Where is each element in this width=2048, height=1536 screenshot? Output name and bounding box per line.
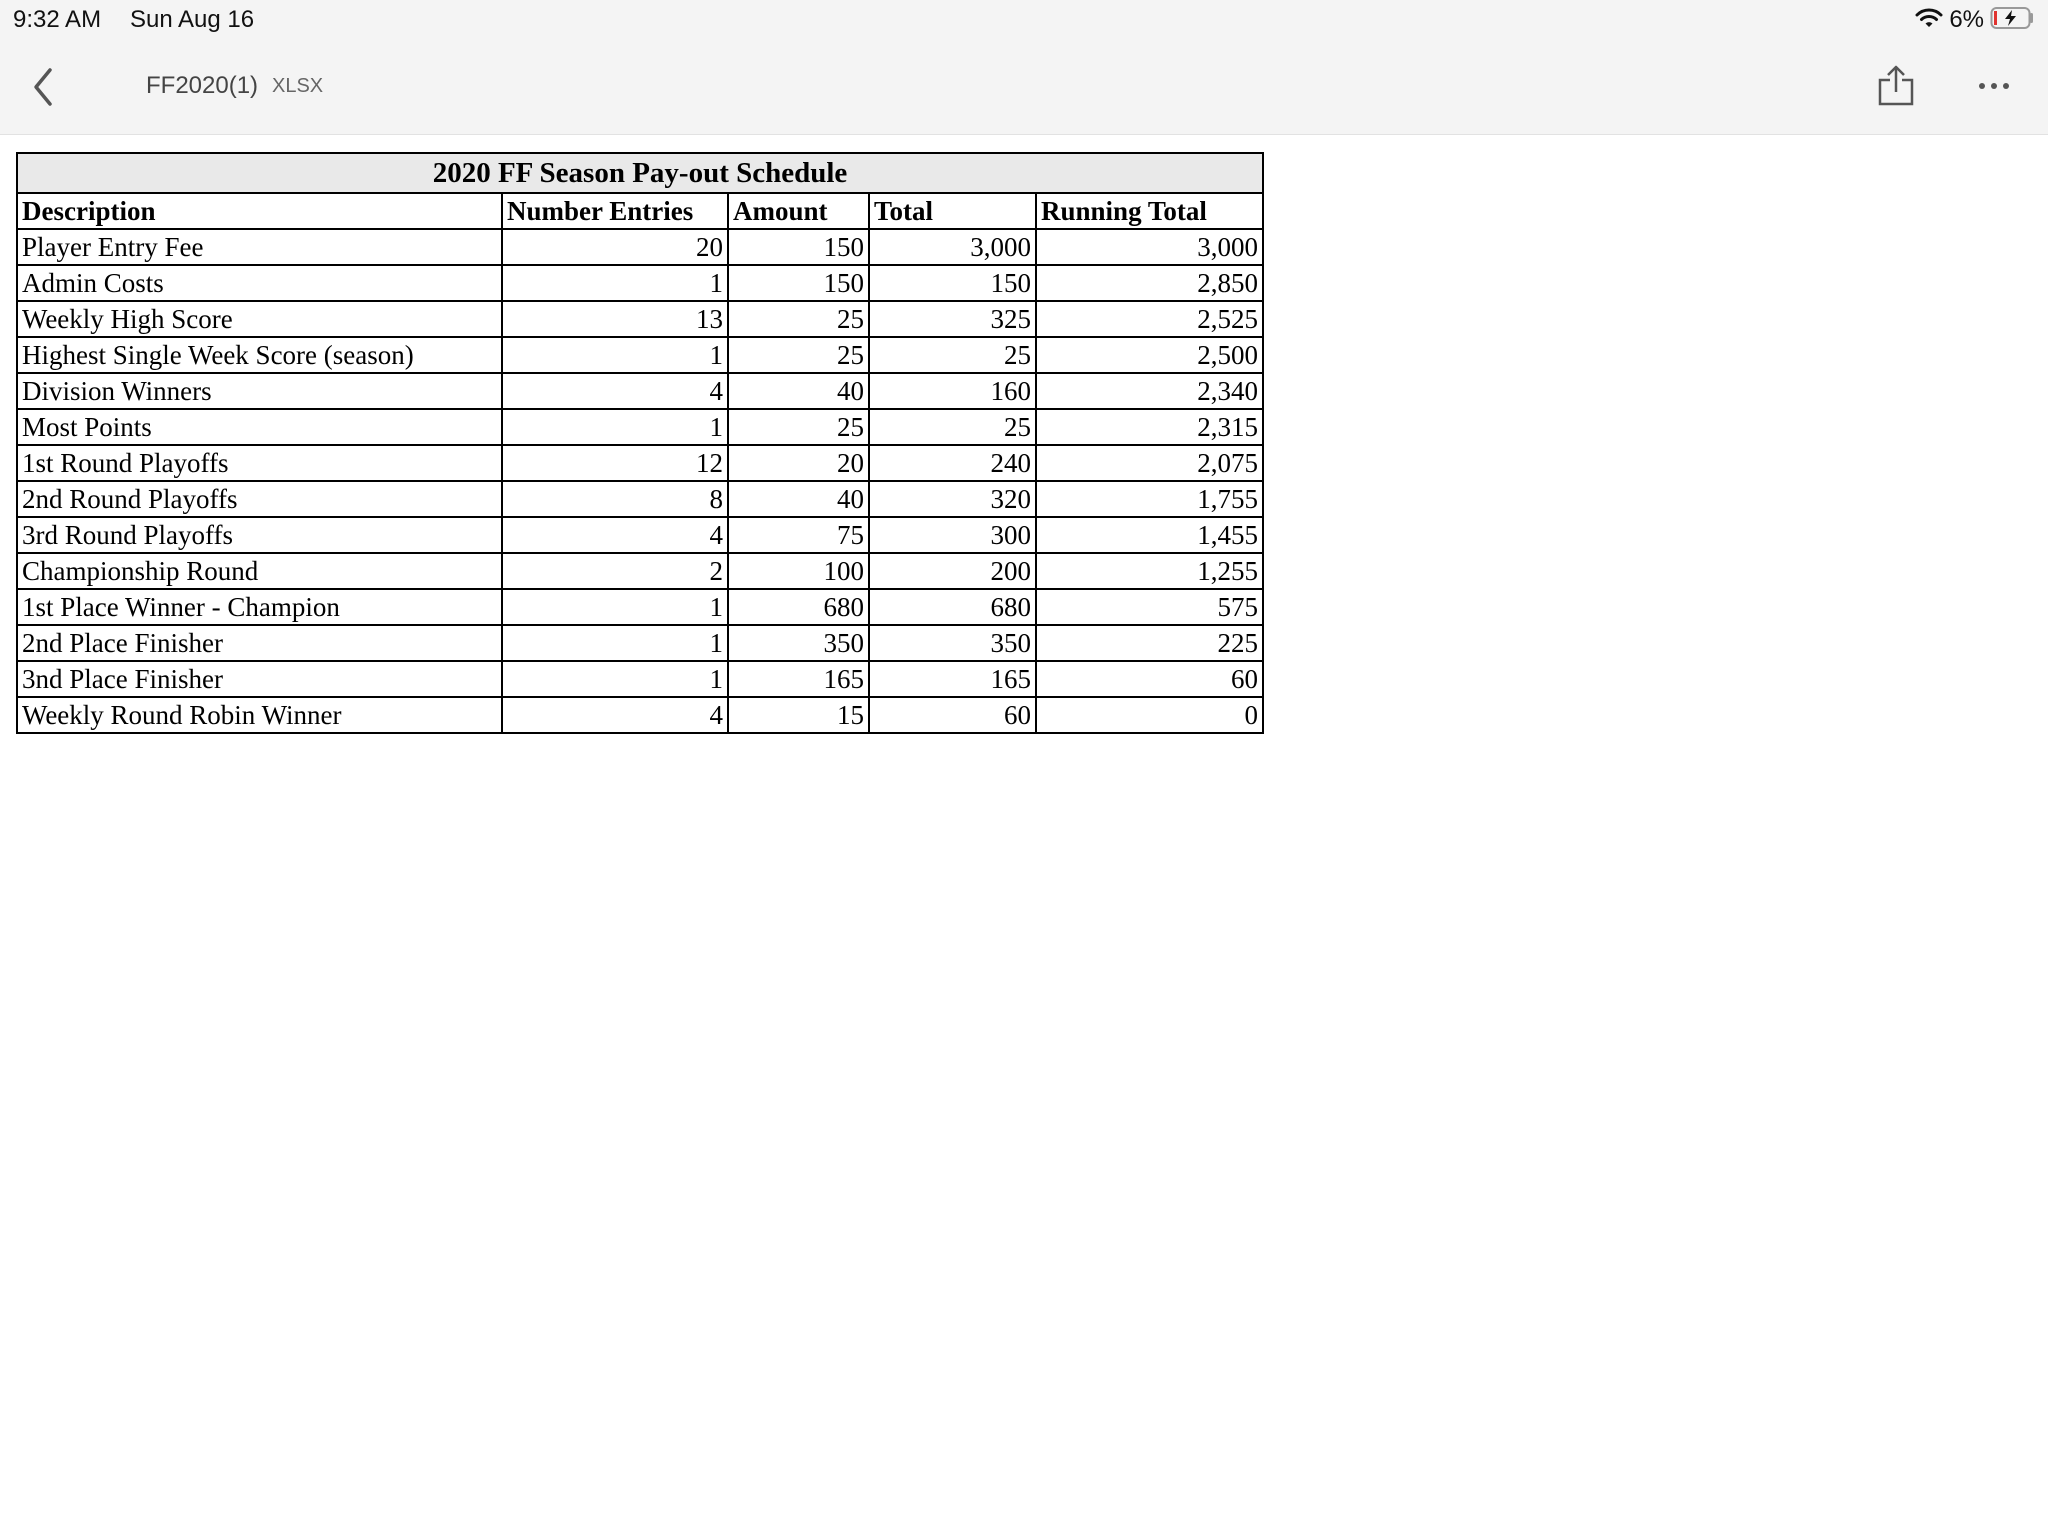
cell-running-total[interactable]: 2,850 [1036, 265, 1263, 301]
more-icon [1976, 83, 2016, 100]
cell-amount[interactable]: 25 [728, 337, 869, 373]
cell-running-total[interactable]: 3,000 [1036, 229, 1263, 265]
cell-total[interactable]: 165 [869, 661, 1036, 697]
table-row [17, 661, 1263, 697]
table-row [17, 409, 1263, 445]
column-header-amount: Amount [728, 193, 869, 229]
table-row [17, 697, 1263, 733]
document-title: FF2020(1) [146, 72, 259, 99]
column-header-description: Description [17, 193, 502, 229]
payout-table [16, 152, 1264, 734]
table-row [17, 517, 1263, 553]
cell-number-entries[interactable]: 8 [502, 481, 728, 517]
cell-amount[interactable]: 25 [728, 409, 869, 445]
header-row [17, 193, 1263, 229]
wifi-icon [1915, 7, 1943, 34]
share-icon [1876, 95, 1916, 112]
cell-running-total[interactable]: 2,500 [1036, 337, 1263, 373]
cell-description[interactable]: 3nd Place Finisher [17, 661, 502, 697]
cell-amount[interactable]: 165 [728, 661, 869, 697]
cell-description[interactable]: 1st Place Winner - Champion [17, 589, 502, 625]
cell-amount[interactable]: 25 [728, 301, 869, 337]
status-indicators [1915, 6, 2036, 34]
sheet-title: 2020 FF Season Pay-out Schedule [17, 153, 1263, 193]
cell-number-entries[interactable]: 4 [502, 373, 728, 409]
cell-number-entries[interactable]: 1 [502, 625, 728, 661]
cell-number-entries[interactable]: 12 [502, 445, 728, 481]
cell-amount[interactable]: 15 [728, 697, 869, 733]
column-header-number-entries: Number Entries [502, 193, 728, 229]
cell-number-entries[interactable]: 1 [502, 265, 728, 301]
back-button[interactable] [26, 66, 62, 108]
cell-total[interactable]: 25 [869, 337, 1036, 373]
cell-total[interactable]: 350 [869, 625, 1036, 661]
cell-number-entries[interactable]: 1 [502, 337, 728, 373]
cell-number-entries[interactable]: 4 [502, 697, 728, 733]
cell-running-total[interactable]: 225 [1036, 625, 1263, 661]
cell-running-total[interactable]: 1,455 [1036, 517, 1263, 553]
cell-total[interactable]: 200 [869, 553, 1036, 589]
table-row [17, 265, 1263, 301]
cell-running-total[interactable]: 0 [1036, 697, 1263, 733]
cell-total[interactable]: 3,000 [869, 229, 1036, 265]
cell-description[interactable]: Division Winners [17, 373, 502, 409]
cell-running-total[interactable]: 1,255 [1036, 553, 1263, 589]
cell-number-entries[interactable]: 13 [502, 301, 728, 337]
cell-running-total[interactable]: 2,315 [1036, 409, 1263, 445]
cell-total[interactable]: 680 [869, 589, 1036, 625]
cell-number-entries[interactable]: 1 [502, 661, 728, 697]
cell-description[interactable]: Highest Single Week Score (season) [17, 337, 502, 373]
table-row [17, 229, 1263, 265]
table-row [17, 445, 1263, 481]
cell-description[interactable]: 2nd Place Finisher [17, 625, 502, 661]
cell-description[interactable]: 2nd Round Playoffs [17, 481, 502, 517]
status-bar [0, 0, 2048, 40]
column-header-running-total: Running Total [1036, 193, 1263, 229]
cell-description[interactable]: Weekly Round Robin Winner [17, 697, 502, 733]
table-row [17, 337, 1263, 373]
more-options-button[interactable] [1976, 76, 2016, 96]
table-row [17, 373, 1263, 409]
table-row [17, 625, 1263, 661]
spreadsheet-view[interactable] [16, 152, 1264, 734]
cell-amount[interactable]: 150 [728, 265, 869, 301]
cell-number-entries[interactable]: 4 [502, 517, 728, 553]
cell-amount[interactable]: 350 [728, 625, 869, 661]
cell-description[interactable]: Weekly High Score [17, 301, 502, 337]
share-button[interactable] [1876, 64, 1916, 108]
cell-number-entries[interactable]: 1 [502, 409, 728, 445]
cell-total[interactable]: 160 [869, 373, 1036, 409]
cell-amount[interactable]: 150 [728, 229, 869, 265]
cell-running-total[interactable]: 2,340 [1036, 373, 1263, 409]
cell-amount[interactable]: 40 [728, 481, 869, 517]
cell-total[interactable]: 60 [869, 697, 1036, 733]
cell-total[interactable]: 300 [869, 517, 1036, 553]
cell-total[interactable]: 325 [869, 301, 1036, 337]
cell-description[interactable]: 1st Round Playoffs [17, 445, 502, 481]
cell-description[interactable]: Championship Round [17, 553, 502, 589]
cell-description[interactable]: 3rd Round Playoffs [17, 517, 502, 553]
chevron-left-icon [26, 95, 62, 112]
table-row [17, 301, 1263, 337]
cell-amount[interactable]: 75 [728, 517, 869, 553]
cell-amount[interactable]: 20 [728, 445, 869, 481]
table-row [17, 481, 1263, 517]
cell-number-entries[interactable]: 20 [502, 229, 728, 265]
cell-running-total[interactable]: 575 [1036, 589, 1263, 625]
cell-total[interactable]: 150 [869, 265, 1036, 301]
cell-amount[interactable]: 100 [728, 553, 869, 589]
table-row [17, 589, 1263, 625]
status-time: 9:32 AM [13, 6, 102, 33]
document-nav-bar [0, 40, 2048, 135]
cell-description[interactable]: Most Points [17, 409, 502, 445]
table-row [17, 553, 1263, 589]
status-date: Sun Aug 16 [130, 6, 255, 33]
cell-number-entries[interactable]: 2 [502, 553, 728, 589]
cell-running-total[interactable]: 1,755 [1036, 481, 1263, 517]
cell-description[interactable]: Admin Costs [17, 265, 502, 301]
cell-amount[interactable]: 680 [728, 589, 869, 625]
cell-total[interactable]: 240 [869, 445, 1036, 481]
document-file-type: XLSX [272, 75, 324, 97]
battery-percentage: 6% [1949, 6, 1984, 33]
cell-running-total[interactable]: 2,075 [1036, 445, 1263, 481]
cell-running-total[interactable]: 60 [1036, 661, 1263, 697]
cell-amount[interactable]: 40 [728, 373, 869, 409]
cell-description[interactable]: Player Entry Fee [17, 229, 502, 265]
cell-number-entries[interactable]: 1 [502, 589, 728, 625]
battery-charging-icon [1990, 6, 2036, 35]
cell-running-total[interactable]: 2,525 [1036, 301, 1263, 337]
cell-total[interactable]: 320 [869, 481, 1036, 517]
column-header-total: Total [869, 193, 1036, 229]
cell-total[interactable]: 25 [869, 409, 1036, 445]
